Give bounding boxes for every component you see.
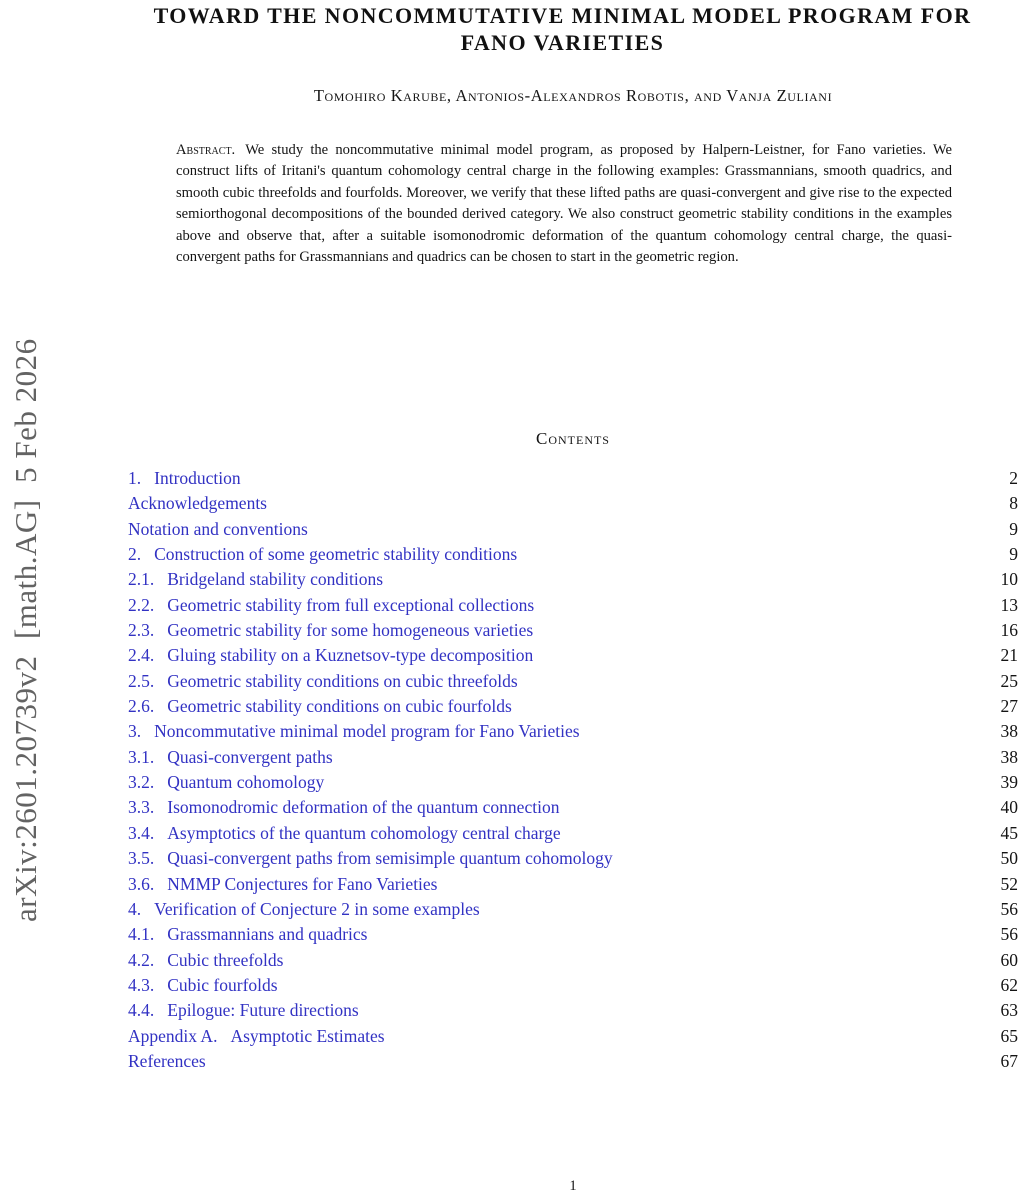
- toc-entry-page: 50: [1000, 848, 1018, 869]
- paper-title-line2: FANO VARIETIES: [460, 30, 665, 55]
- toc-entry-title: Acknowledgements: [128, 493, 267, 514]
- toc-entry-link[interactable]: [128, 745, 333, 770]
- toc-entry-number: 4.2.: [128, 949, 155, 970]
- toc-entry: [128, 669, 1018, 694]
- abstract-paragraph: [176, 140, 952, 268]
- toc-entry-page: 60: [1000, 949, 1018, 970]
- authors-line: Tomohiro Karube, Antonios-Alexandros Robotis, and Vanja Zuliani: [313, 86, 833, 105]
- toc-entry: [128, 593, 1018, 618]
- toc-entry: [128, 542, 1018, 567]
- toc-list: [128, 466, 1018, 1074]
- toc-entry-title: Geometric stability from full exceptional collections: [167, 594, 535, 615]
- toc-entry-number: 2.4.: [128, 645, 155, 666]
- toc-entry: [128, 643, 1018, 668]
- toc-entry: [128, 517, 1018, 542]
- arxiv-watermark: arXiv:2601.20739v2 [math.AG] 5 Feb 2026: [8, 338, 43, 922]
- toc-entry-page: 40: [1000, 797, 1018, 818]
- toc-entry-page: 27: [1000, 696, 1018, 717]
- toc-entry-title: Notation and conventions: [128, 518, 308, 539]
- toc-entry: [128, 466, 1018, 491]
- toc-entry-page: 25: [1000, 670, 1018, 691]
- abstract-text: We study the noncommutative minimal model program, as proposed by Halpern-Leistner, for Fano varieties. We construct lifts of Iritani's quantum cohomology central charge in the following examples: Grassmannians, smooth quadrics, and smooth cubic threefolds and fourfolds. Moreover, we verify that these lifted paths are quasi-convergent and give rise to the expected semiorthogonal decompositions of the bounded derived category. We also construct geometric stability conditions in the examples above and observe that, after a suitable isomonodromic deformation of the quantum cohomology central charge, the quasi-convergent paths for Grassmannians and quadrics can be chosen to start in the geometric region.: [176, 142, 952, 266]
- toc-entry: [128, 618, 1018, 643]
- toc-entry-link[interactable]: [128, 466, 241, 491]
- toc-entry-title: References: [128, 1050, 206, 1071]
- toc-entry-title: Cubic threefolds: [167, 949, 284, 970]
- toc-entry-number: 4.3.: [128, 974, 155, 995]
- toc-entry: [128, 922, 1018, 947]
- toc-entry-page: 2: [1009, 468, 1018, 488]
- toc-entry: [128, 1024, 1018, 1049]
- toc-entry-title: Epilogue: Future directions: [167, 1000, 359, 1021]
- toc-entry-page: 65: [1000, 1025, 1018, 1046]
- toc-entry-link[interactable]: [128, 593, 534, 618]
- toc-entry: [128, 872, 1018, 897]
- toc-entry-number: 2.3.: [128, 620, 155, 641]
- toc-entry-title: Asymptotics of the quantum cohomology central charge: [167, 822, 561, 843]
- toc-entry-title: NMMP Conjectures for Fano Varieties: [167, 873, 438, 894]
- toc-entry-page: 62: [1000, 974, 1018, 995]
- toc-entry-number: 2.2.: [128, 594, 155, 615]
- toc-entry-link[interactable]: [128, 795, 559, 820]
- toc-entry-page: 10: [1000, 569, 1018, 590]
- toc-entry-page: 16: [1000, 620, 1018, 641]
- toc-entry-title: Geometric stability for some homogeneous varieties: [167, 620, 534, 641]
- toc-entry-title: Noncommutative minimal model program for Fano Varieties: [154, 721, 580, 742]
- toc-entry-link[interactable]: [128, 922, 367, 947]
- toc-entry-title: Quasi-convergent paths from semisimple quantum cohomology: [167, 848, 613, 869]
- toc-entry: [128, 770, 1018, 795]
- toc-entry-number: 3.: [128, 721, 142, 742]
- toc-entry-title: Construction of some geometric stability conditions: [154, 544, 518, 565]
- toc-entry-number: 4.: [128, 898, 142, 919]
- toc-entry-number: 3.2.: [128, 772, 155, 793]
- toc-entry-title: Isomonodromic deformation of the quantum connection: [167, 797, 560, 818]
- toc-entry-link[interactable]: [128, 491, 267, 516]
- toc-entry-title: Verification of Conjecture 2 in some examples: [154, 898, 480, 919]
- toc-entry-page: 38: [1000, 721, 1018, 742]
- toc-entry: [128, 846, 1018, 871]
- toc-entry-number: 2.5.: [128, 670, 155, 691]
- toc-entry: [128, 973, 1018, 998]
- toc-entry-link[interactable]: [128, 517, 308, 542]
- toc-entry: [128, 948, 1018, 973]
- toc-entry-page: 38: [1000, 746, 1018, 767]
- toc-entry-number: 4.4.: [128, 1000, 155, 1021]
- toc-entry: [128, 1049, 1018, 1074]
- toc-entry-number: 3.4.: [128, 822, 155, 843]
- toc-entry-link[interactable]: [128, 821, 561, 846]
- paper-title: [105, 2, 1020, 56]
- toc-entry-link[interactable]: [128, 694, 512, 719]
- toc-entry-number: 3.1.: [128, 746, 155, 767]
- toc-entry-number: 1.: [128, 468, 142, 488]
- toc-entry-title: Grassmannians and quadrics: [167, 924, 368, 945]
- toc-entry-title: Quasi-convergent paths: [167, 746, 333, 767]
- toc-entry: [128, 998, 1018, 1023]
- toc-entry-number: 2.1.: [128, 569, 155, 590]
- toc-entry-page: 39: [1000, 772, 1018, 793]
- abstract-label: Abstract.: [176, 142, 236, 158]
- toc-entry-link[interactable]: [128, 998, 359, 1023]
- toc-entry-page: 9: [1009, 544, 1018, 565]
- toc-entry-link[interactable]: [128, 618, 533, 643]
- toc-entry-link[interactable]: [128, 669, 518, 694]
- toc-entry: [128, 694, 1018, 719]
- toc-entry-page: 9: [1009, 518, 1018, 539]
- toc-entry-title: Gluing stability on a Kuznetsov-type decomposition: [167, 645, 534, 666]
- toc-entry-link[interactable]: [128, 643, 533, 668]
- toc-entry: [128, 719, 1018, 744]
- toc-entry-link[interactable]: [128, 770, 324, 795]
- toc-entry: [128, 745, 1018, 770]
- toc-entry-title: Asymptotic Estimates: [230, 1025, 385, 1046]
- toc-entry-page: 67: [1000, 1050, 1018, 1071]
- toc-entry-link[interactable]: [128, 872, 438, 897]
- toc-entry-link[interactable]: [128, 973, 278, 998]
- toc-entry-page: 52: [1000, 873, 1018, 894]
- toc-entry-link[interactable]: [128, 719, 580, 744]
- toc-entry-page: 8: [1009, 493, 1018, 514]
- toc-entry-title: Quantum cohomology: [167, 772, 325, 793]
- toc-entry: [128, 491, 1018, 516]
- toc-entry-page: 21: [1000, 645, 1018, 666]
- toc-entry-link[interactable]: [128, 1049, 206, 1074]
- toc-entry-link[interactable]: [128, 1024, 385, 1049]
- toc-entry-number: 3.3.: [128, 797, 155, 818]
- toc-entry-title: Introduction: [154, 468, 241, 488]
- toc-entry-title: Geometric stability conditions on cubic threefolds: [167, 670, 518, 691]
- toc-entry-number: 3.6.: [128, 873, 155, 894]
- toc-entry-link[interactable]: [128, 897, 480, 922]
- toc-entry-page: 13: [1000, 594, 1018, 615]
- toc-entry-page: 56: [1000, 898, 1018, 919]
- toc-entry-link[interactable]: [128, 948, 283, 973]
- toc-entry-number: 3.5.: [128, 848, 155, 869]
- toc-entry-number: 2.: [128, 544, 142, 565]
- toc-entry-page: 45: [1000, 822, 1018, 843]
- paper-title-line1: TOWARD THE NONCOMMUTATIVE MINIMAL MODEL PROGRAM FOR: [153, 3, 972, 28]
- toc-entry-title: Bridgeland stability conditions: [167, 569, 384, 590]
- toc-entry-title: Cubic fourfolds: [167, 974, 278, 995]
- toc-entry-page: 63: [1000, 1000, 1018, 1021]
- toc-entry: [128, 821, 1018, 846]
- toc-entry-link[interactable]: [128, 567, 383, 592]
- toc-entry: [128, 795, 1018, 820]
- contents-heading: Contents: [535, 429, 610, 448]
- toc-entry-number: 2.6.: [128, 696, 155, 717]
- page-number: 1: [569, 1178, 577, 1194]
- toc-entry-link[interactable]: [128, 846, 613, 871]
- toc-entry-number: Appendix A.: [128, 1025, 218, 1046]
- toc-entry-title: Geometric stability conditions on cubic fourfolds: [167, 696, 512, 717]
- toc-entry-link[interactable]: [128, 542, 517, 567]
- toc-entry-number: 4.1.: [128, 924, 155, 945]
- toc-entry: [128, 567, 1018, 592]
- toc-entry: [128, 897, 1018, 922]
- toc-entry-page: 56: [1000, 924, 1018, 945]
